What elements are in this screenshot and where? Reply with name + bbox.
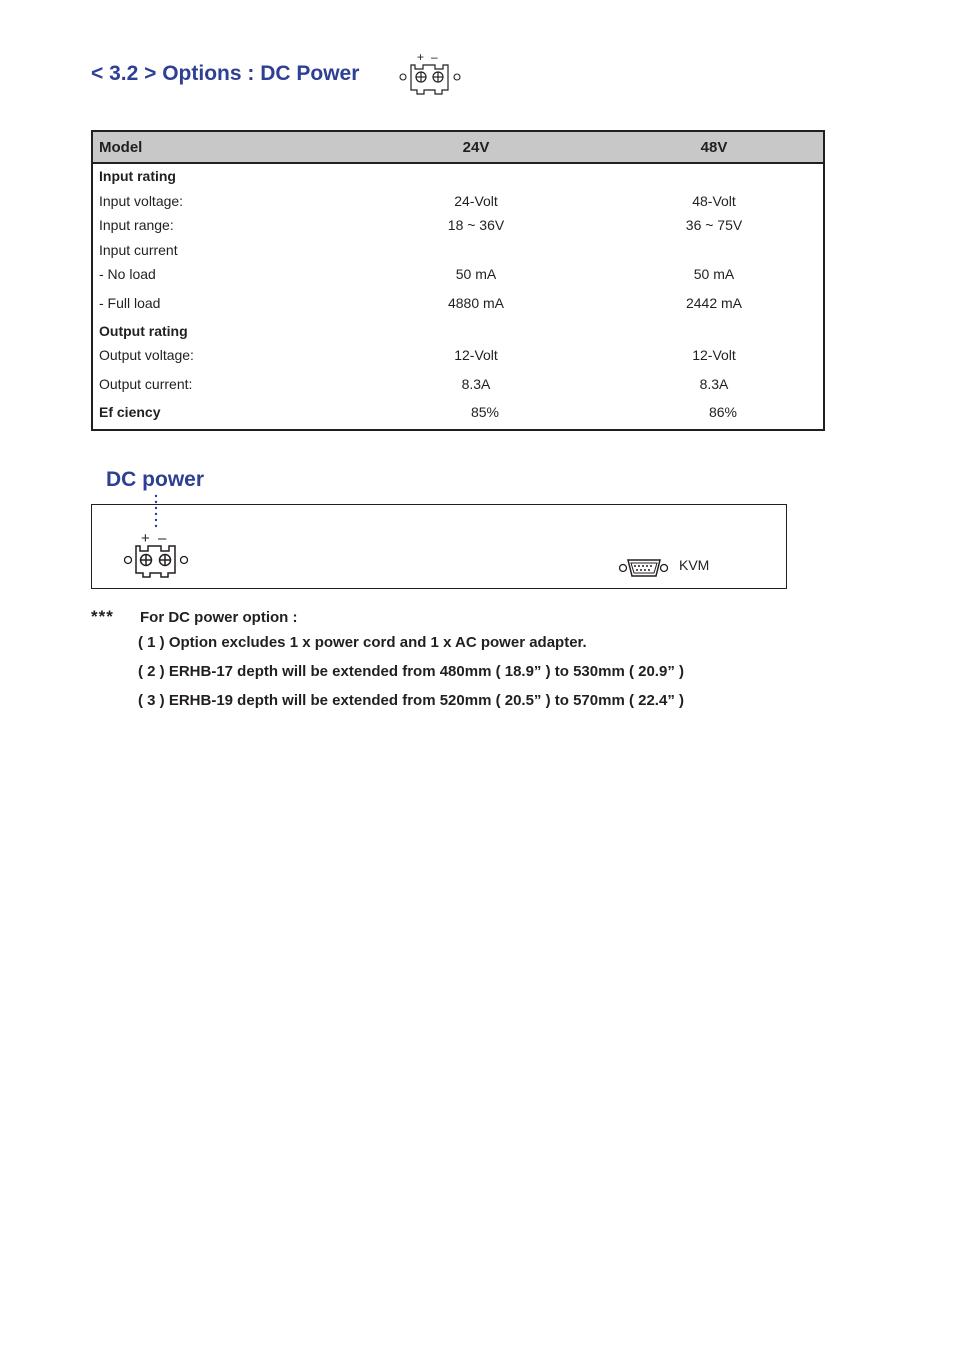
row-value-48v: 8.3A [699,375,729,392]
table-row [92,262,824,287]
row-label: Output rating [99,322,188,339]
header-model: Model [92,131,347,163]
table-row [92,343,824,368]
row-value-48v: 2442 mA [685,294,743,311]
polarity-minus: – [158,530,167,547]
spec-table [91,130,825,431]
dc-terminal-block-icon [398,50,462,96]
row-label: Input current [99,241,178,258]
row-label: - No load [99,266,156,283]
row-value-48v: 12-Volt [692,347,736,364]
row-value-48v: 48-Volt [692,192,736,209]
notes-heading: For DC power option : [140,609,298,626]
row-value-24v: 4880 mA [447,294,505,311]
table-row [92,287,824,319]
callout-dotted-line [154,494,160,530]
note-item-1: ( 1 ) Option excludes 1 x power cord and 1 x AC power adapter. [138,634,587,651]
page-title: < 3.2 > Options : DC Power [91,62,360,85]
table-row [92,319,824,344]
row-value-48v: 36 ~ 75V [685,217,743,234]
row-value-24v: 85% [470,404,500,420]
header-48v: 48V [605,131,824,163]
row-value-48v [605,163,824,189]
row-value-24v: 50 mA [455,266,497,283]
table-row [92,189,824,214]
row-label: Input rating [99,168,176,185]
row-label: Output voltage: [99,347,194,364]
notes-marker: *** [91,607,114,626]
row-value-48v [605,238,824,263]
polarity-minus: – [431,50,438,64]
row-label: - Full load [99,294,161,311]
row-value-24v [347,238,605,263]
table-row [92,163,824,189]
row-value-24v [347,163,605,189]
table-row [92,238,824,263]
table-row [92,368,824,400]
row-label: Output current: [99,375,193,392]
polarity-plus: + [141,530,150,547]
row-value-48v: 50 mA [693,266,735,283]
row-value-48v [605,319,824,344]
row-label: Input voltage: [99,192,184,209]
kvm-label: KVM [679,557,710,573]
dc-power-title: DC power [106,468,205,491]
note-item-2: ( 2 ) ERHB-17 depth will be extended from 480mm ( 18.9” ) to 530mm ( 20.9” ) [138,663,684,680]
dc-terminal-block-icon [122,530,190,580]
row-value-48v: 86% [708,404,738,420]
rear-panel-diagram [91,504,787,589]
row-value-24v [347,319,605,344]
row-value-24v: 8.3A [461,375,491,392]
table-header-row [92,131,824,163]
row-label: Input range: [99,217,174,234]
row-value-24v: 12-Volt [454,347,498,364]
row-value-24v: 18 ~ 36V [447,217,505,234]
polarity-plus: + [417,50,425,64]
vga-connector-icon [617,556,671,580]
row-value-24v: 24-Volt [454,192,498,209]
row-label: Ef ciency [99,404,161,420]
table-row [92,400,824,430]
header-24v: 24V [347,131,605,163]
table-row [92,213,824,238]
note-item-3: ( 3 ) ERHB-19 depth will be extended from 520mm ( 20.5” ) to 570mm ( 22.4” ) [138,692,684,709]
